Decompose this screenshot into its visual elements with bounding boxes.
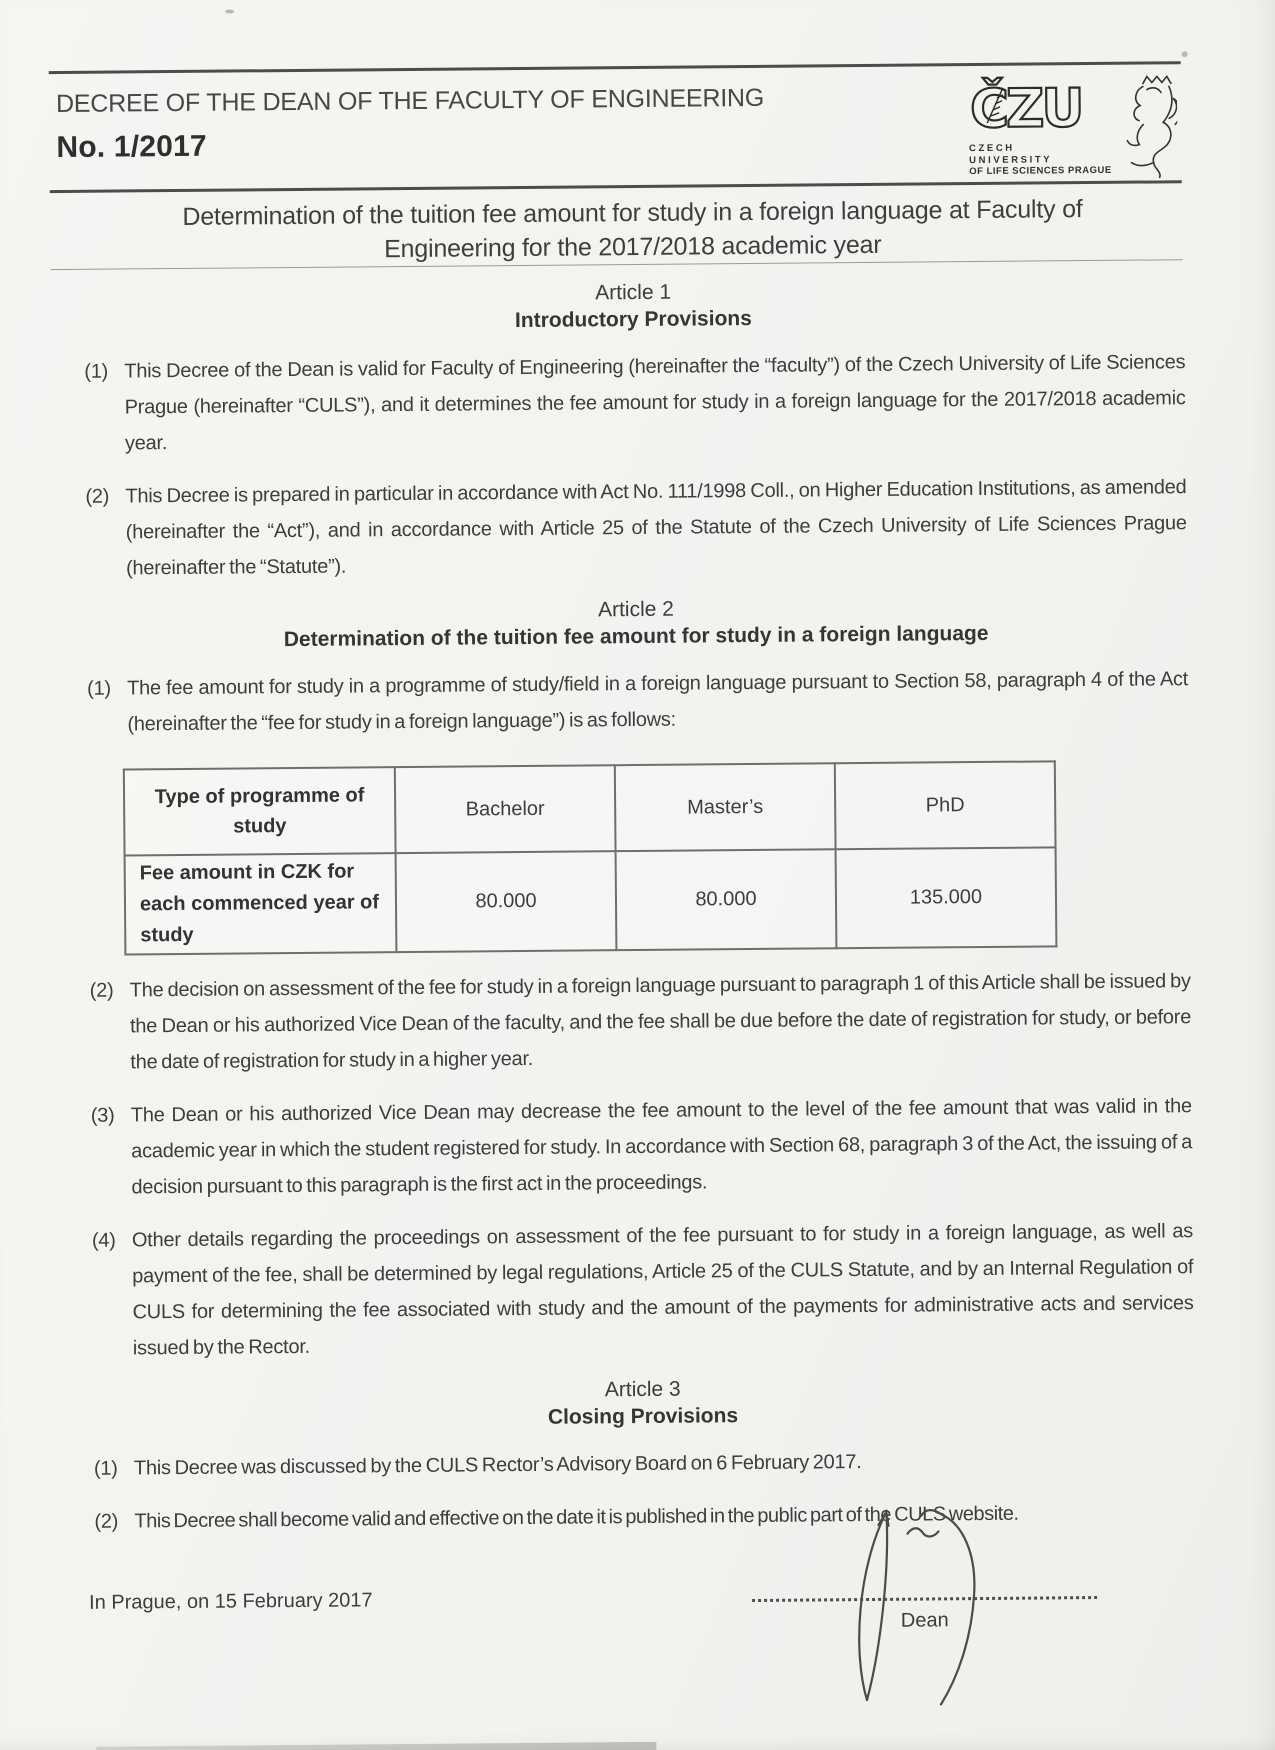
item-text: This Decree shall become valid and effective on the date it is published in the public part of the CULS website.	[134, 1502, 1019, 1533]
paragraph-item	[90, 963, 1192, 1081]
fee-table-header-cell: PhD	[835, 761, 1056, 849]
article-2-subheading: Determination of the tuition fee amount for study in a foreign language	[283, 621, 989, 652]
item-number: (2)	[85, 485, 110, 508]
article-2-heading: Article 2	[597, 597, 674, 622]
logo-acronym: ČZU	[969, 78, 1082, 137]
scan-speck	[1182, 51, 1188, 57]
document-header	[0, 63, 1270, 190]
lion-icon	[1113, 74, 1178, 179]
paragraph-item	[84, 344, 1186, 462]
handwritten-signature-icon	[829, 1497, 1011, 1711]
item-text: Other details regarding the proceedings on assessment of the fee pursuant to for study in a foreign language, as well as payment of the fee, shall be determined by legal regulations, Article 25 of the CULS Statute, and by an Internal Regulation of CULS for determining the fee associated with study and the amount of the payments for administrative acts and services issued by the Rector.	[131, 1220, 1194, 1360]
logo-caption-line: CZECH	[968, 142, 1015, 155]
paragraph-item	[94, 1441, 1195, 1487]
item-text: This Decree is prepared in particular in accordance with Act No. 111/1998 Coll., on Higher Education Institutions, as amended (hereinafter the “Act”), and in accordance with Article 25 of the Statute of the Czech University of Life Sciences Prague (hereinafter the “Statute”).	[125, 476, 1187, 580]
item-text: The decision on assessment of the fee for study in a foreign language pursuant to paragraph 1 of this Article shall be issued by the Dean or his authorized Vice Dean of the faculty, and the fee shall be due before the date of registration for study, or before the date of registration for study in a higher year.	[129, 970, 1192, 1074]
header-titles	[56, 76, 765, 165]
logo-caption	[969, 142, 1112, 178]
scan-speck	[225, 9, 234, 13]
fee-table-header-row	[124, 761, 1056, 855]
item-text: The Dean or his authorized Vice Dean may decrease the fee amount to the level of the fee amount that was valid in the academic year in which the student registered for study. In accordance with Section 68, paragraph 3 of the Act, the issuing of a decision pursuant to this paragraph is the first act in the proceedings.	[130, 1095, 1193, 1199]
item-number: (4)	[91, 1229, 116, 1252]
paragraph-item	[92, 1213, 1194, 1367]
fee-table-header-cell: Type of programme of study	[124, 767, 396, 855]
fee-table-header-cell: Bachelor	[395, 765, 616, 853]
article-1-heading: Article 1	[595, 280, 672, 305]
article-1-subheading: Introductory Provisions	[514, 306, 752, 333]
article-3-heading: Article 3	[604, 1377, 681, 1402]
signature-label: Dean	[900, 1609, 949, 1632]
item-number: (2)	[94, 1510, 119, 1533]
item-number: (1)	[84, 360, 109, 383]
fee-table-row-label: Fee amount in CZK for each commenced year of study	[125, 853, 397, 954]
document-subtitle	[0, 190, 1270, 269]
logo-wordmark	[968, 75, 1111, 178]
signature-block	[751, 1508, 1098, 1711]
fee-amount-phd: 135.000	[836, 847, 1057, 948]
logo-caption-line: OF LIFE SCIENCES PRAGUE	[969, 164, 1112, 178]
decree-number: No. 1/2017	[56, 129, 207, 165]
article-2-items	[87, 661, 1189, 743]
subtitle-line: Engineering for the 2017/2018 academic year	[384, 230, 882, 264]
item-number: (1)	[87, 677, 111, 700]
item-text: This Decree of the Dean is valid for Faculty of Engineering (hereinafter the “faculty”) of the Czech University of Life Sciences Prague (hereinafter “CULS”), and it determines the fee amount for study in a foreign language for the 2017/2018 academic year.	[124, 351, 1186, 455]
item-number: (1)	[93, 1457, 118, 1480]
article-3-subheading: Closing Provisions	[547, 1404, 739, 1429]
scan-shadow-artifact	[96, 1742, 656, 1750]
item-number: (3)	[90, 1104, 115, 1127]
subtitle-line: Determination of the tuition fee amount for study in a foreign language at Faculty of	[182, 195, 1083, 231]
fee-amount-bachelor: 80.000	[396, 851, 617, 952]
paragraph-item	[91, 1088, 1193, 1206]
place-and-date: In Prague, on 15 February 2017	[88, 1589, 373, 1614]
fee-amount-masters: 80.000	[616, 849, 837, 950]
tuition-fee-table	[123, 760, 1058, 955]
paragraph-item	[85, 469, 1187, 587]
logo-caption-line: UNIVERSITY	[969, 153, 1053, 166]
item-number: (2)	[89, 979, 114, 1002]
article-2-items-continued	[90, 963, 1194, 1367]
document-title: DECREE OF THE DEAN OF THE FACULTY OF ENGINEERING	[55, 83, 765, 119]
article-1-items	[84, 344, 1187, 587]
item-text: This Decree was discussed by the CULS Rector’s Advisory Board on 6 February 2017.	[133, 1451, 862, 1480]
paragraph-item	[87, 661, 1189, 743]
fee-table-header-cell: Master’s	[615, 763, 836, 851]
czu-logotype-icon	[968, 75, 1087, 136]
university-logo	[968, 74, 1177, 180]
item-text: The fee amount for study in a programme of study/field in a foreign language pursuant to Section 58, paragraph 4 of the Act (hereinafter the “fee for study in a foreign language”) is as follows:	[127, 668, 1189, 736]
fee-table-value-row	[125, 847, 1057, 954]
